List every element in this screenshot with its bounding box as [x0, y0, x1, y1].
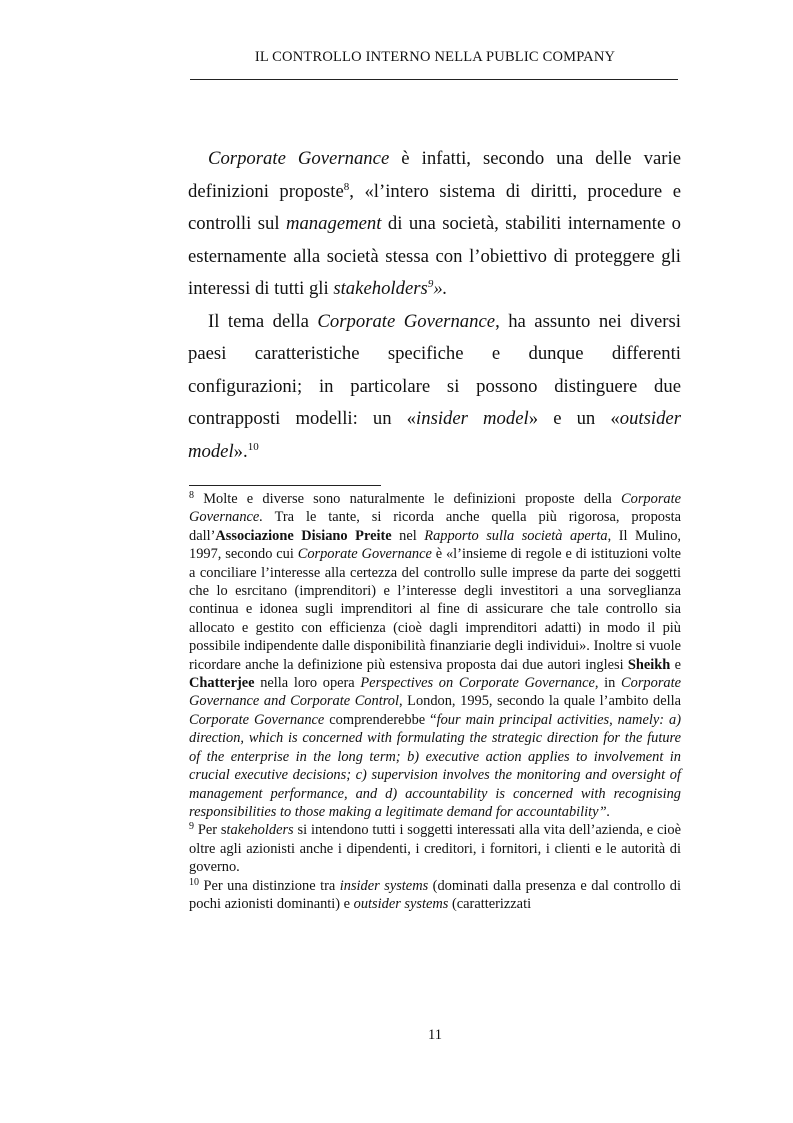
term-stakeholders: stakeholders [333, 278, 428, 299]
text-span: Sheikh [627, 656, 671, 673]
footnote-separator [189, 485, 381, 486]
text-span: Per una distinzione tra [199, 877, 340, 894]
running-header: IL CONTROLLO INTERNO NELLA PUBLIC COMPANY [254, 49, 616, 65]
footnote-ref-9[interactable]: 9 [427, 278, 434, 290]
text-span: Il tema della [208, 310, 318, 332]
text-span: Perspectives on Corporate Governance, [360, 675, 599, 692]
footnote-8 [189, 490, 681, 821]
term-outsider-model: outsider model [188, 408, 681, 462]
text-span: four main principal activities, namely: a) direction, which is concerned with formulating the strategic direction for the future of the enterprise in the long term; b) executive action applies to involvement in crucial executive decisions; c) supervision involves the monitoring and oversight of management performance, and d) accountability is concerned with recognising responsibilities to those making a legitimate demand for accountability [189, 711, 682, 820]
term-corporate-governance: Corporate Governance [208, 148, 390, 169]
text-span: comprenderebbe “ [324, 711, 437, 728]
text-span: è infatti, secondo una delle varie definizioni proposte [188, 148, 681, 202]
main-text [188, 143, 681, 468]
footnote-number: 9 [189, 821, 194, 833]
text-span: ». [433, 278, 448, 299]
text-span: in [598, 675, 622, 692]
text-span: nella loro opera [254, 675, 361, 692]
text-span: ». [233, 440, 248, 462]
term-insider-model: insider model [416, 408, 529, 429]
text-span: Corporate Governance [189, 711, 325, 728]
text-span: , Il Mulino, 1997, secondo cui [189, 527, 682, 563]
text-span: outsider systems [353, 895, 449, 912]
text-span: si intendono tutti i soggetti interessati alla vita dell’azienda, e cioè oltre agli azionisti anche i dipendenti, i creditori, i fornitori, i clienti e le autorità di governo. [189, 822, 682, 876]
text-span: Rapporto sulla società aperta [424, 527, 608, 544]
footnote-ref-10[interactable]: 10 [247, 440, 259, 453]
footnote-10 [189, 877, 681, 914]
text-span: takeholders [226, 822, 294, 839]
footnote-9 [189, 821, 681, 876]
text-span: Associazione Disiano Preite [215, 527, 392, 544]
text-span: Corporate Governance. [189, 491, 681, 526]
text-span: Per s [194, 822, 227, 839]
text-span: Corporate Governance [297, 546, 432, 563]
footnote-ref-8[interactable]: 8 [343, 180, 350, 193]
term-corporate-governance: Corporate Governance [317, 310, 496, 332]
text-span: , «l’intero sistema di diritti, procedure e controlli sul [188, 180, 681, 234]
text-span: nel [391, 527, 425, 544]
text-span: è «l’insieme di regole e di istituzioni volte a conciliare l’interesse alla certezza del controllo sulle imprese da parte dei soggetti che lo esrcitano (imprenditori) e l’interesse degli investitori a una sorveglianza continua e idonea sugli imprenditori al fine di assicurare che tale controllo sia allocato e gestito con efficienza (cioè dagli imprenditori adatti) in modo il più possibile indipendente dalle disponibilità finanziarie degli individui». Inoltre si vuole ricordare anche la definizione più estensiva proposta dai due autori inglesi [189, 546, 681, 673]
footnote-number: 10 [189, 876, 199, 888]
text-span: Chatterjee [189, 675, 255, 692]
paragraph-1 [188, 143, 681, 306]
footnotes [189, 490, 681, 913]
paragraph-2 [188, 306, 681, 469]
page-number: 11 [428, 1027, 442, 1043]
term-management: management [285, 213, 382, 234]
header-rule [190, 79, 678, 80]
text-span: Molte e diverse sono naturalmente le definizioni proposte della [194, 491, 622, 507]
text-span: (caratterizzati [448, 895, 532, 912]
text-span: (dominati dalla presenza e dal controllo di pochi azionisti dominanti) e [189, 877, 681, 912]
text-span: di una società, stabiliti internamente o esternamente alla società stessa con l’obiettivo di proteggere gli interessi di tutti gli [188, 213, 681, 299]
text-span: insider systems [339, 877, 429, 894]
text-span: e [670, 656, 681, 673]
footnote-number: 8 [189, 490, 194, 501]
text-span: Tra le tante, si ricorda anche quella più rigorosa, proposta dall’ [189, 509, 681, 544]
text-span: , ha assunto nei diversi paesi caratteristiche specifiche e dunque differenti configurazioni; in particolare si possono distinguere due contrapposti modelli: un « [188, 310, 681, 429]
text-span: ”. [598, 803, 611, 820]
text-span: , London, 1995, secondo la quale l’ambito della [398, 693, 681, 710]
text-span: Corporate Governance and Corporate Control [189, 675, 681, 710]
text-span: » e un « [528, 408, 620, 429]
